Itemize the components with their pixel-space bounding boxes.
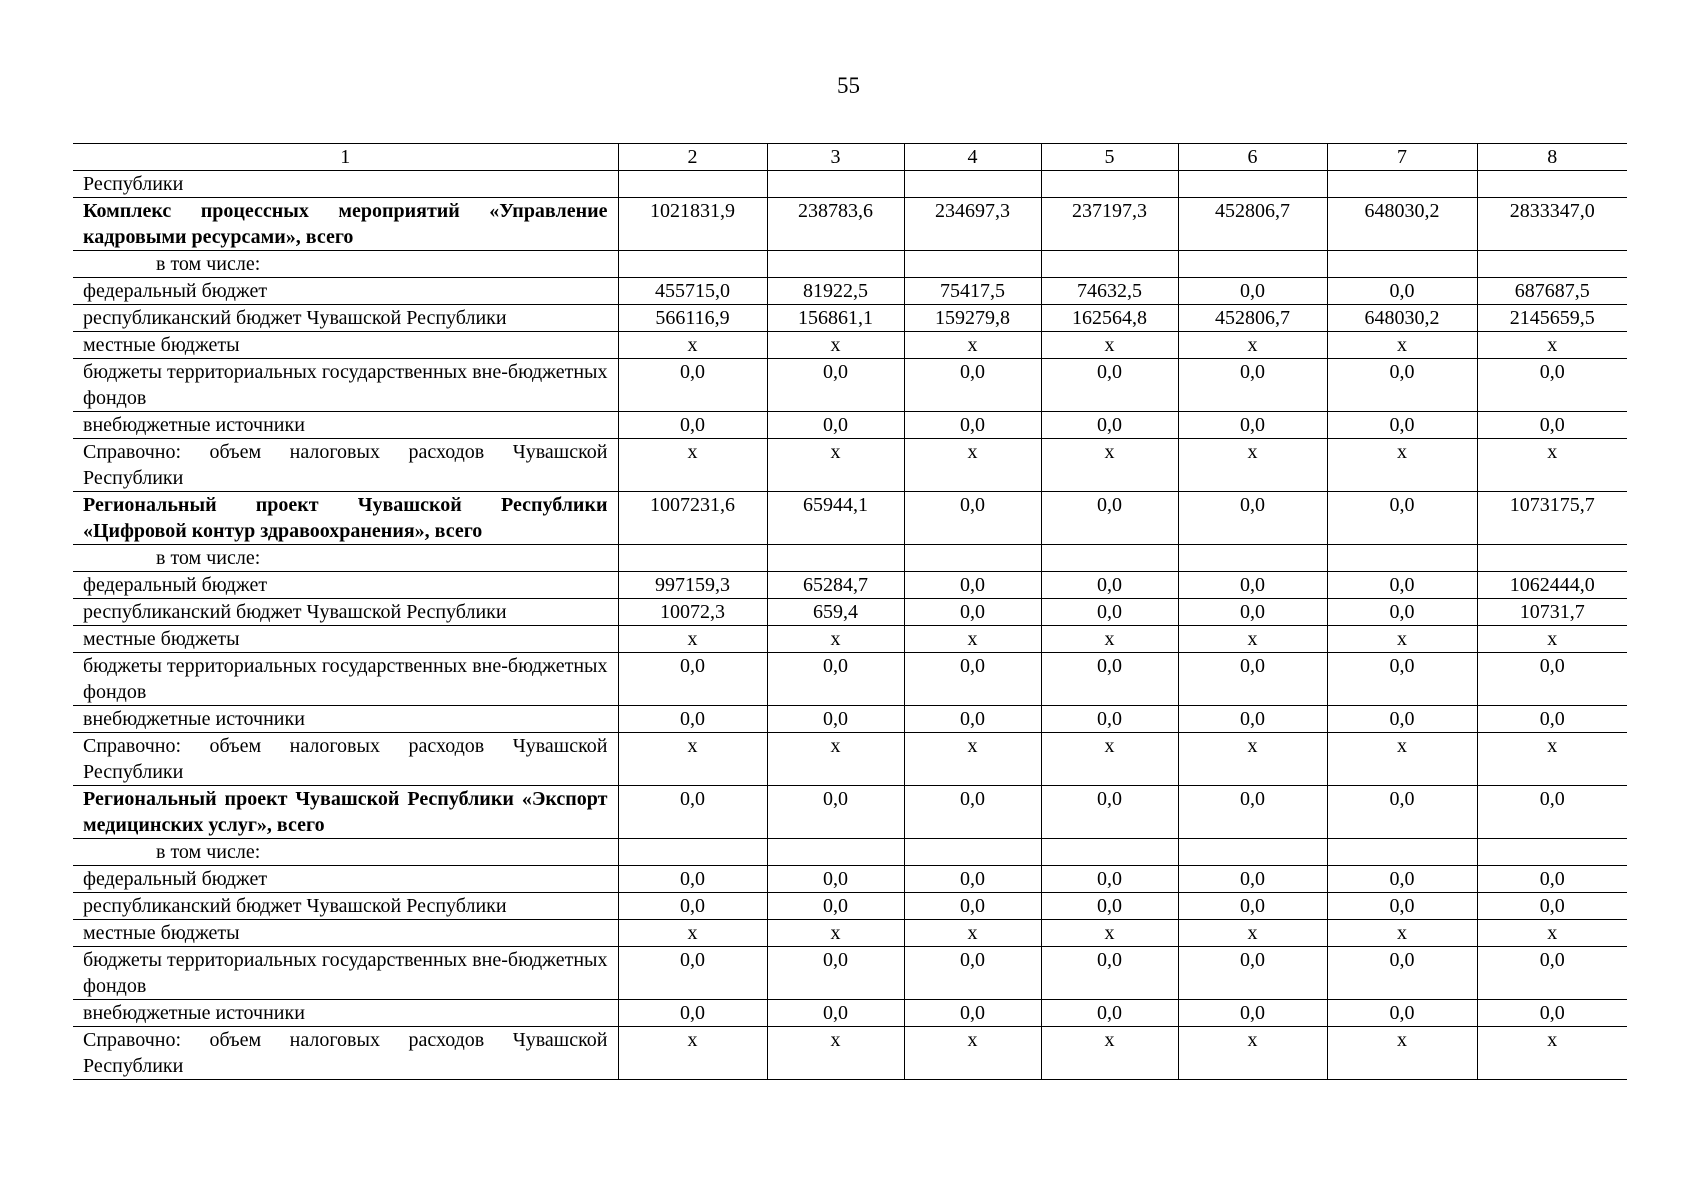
table-row — [73, 545, 1627, 572]
table-row — [73, 305, 1627, 332]
value-cell: 0,0 — [1477, 786, 1627, 839]
value-cell: 0,0 — [767, 359, 904, 412]
value-cell — [1477, 251, 1627, 278]
value-cell: x — [904, 332, 1041, 359]
value-cell: 0,0 — [1477, 359, 1627, 412]
value-cell: x — [1041, 439, 1178, 492]
row-label: Справочно: объем налоговых расходов Чувашской Республики — [73, 439, 618, 492]
value-cell — [1477, 839, 1627, 866]
value-cell: 156861,1 — [767, 305, 904, 332]
page-number: 55 — [837, 73, 860, 98]
row-label: Справочно: объем налоговых расходов Чувашской Республики — [73, 1027, 618, 1080]
value-cell: 0,0 — [1477, 947, 1627, 1000]
row-label: республиканский бюджет Чувашской Республики — [73, 305, 618, 332]
table-row — [73, 359, 1627, 412]
value-cell: x — [767, 332, 904, 359]
table-row — [73, 947, 1627, 1000]
value-cell: 0,0 — [618, 893, 767, 920]
value-cell: 237197,3 — [1041, 198, 1178, 251]
value-cell: x — [1041, 626, 1178, 653]
value-cell — [1178, 251, 1327, 278]
row-label: Региональный проект Чувашской Республики «Цифровой контур здравоохранения», всего — [73, 492, 618, 545]
value-cell: 0,0 — [1178, 866, 1327, 893]
table-body — [73, 171, 1627, 1080]
value-cell: 0,0 — [904, 866, 1041, 893]
value-cell: 0,0 — [1327, 492, 1477, 545]
value-cell: x — [1178, 733, 1327, 786]
value-cell: 159279,8 — [904, 305, 1041, 332]
row-label: внебюджетные источники — [73, 706, 618, 733]
value-cell: 81922,5 — [767, 278, 904, 305]
value-cell: 0,0 — [1327, 706, 1477, 733]
value-cell — [904, 545, 1041, 572]
value-cell: 1021831,9 — [618, 198, 767, 251]
value-cell: x — [618, 626, 767, 653]
value-cell: 0,0 — [1041, 599, 1178, 626]
value-cell — [767, 171, 904, 198]
value-cell: 0,0 — [1327, 412, 1477, 439]
budget-table — [73, 143, 1627, 1080]
value-cell: 0,0 — [1041, 492, 1178, 545]
value-cell: x — [1327, 733, 1477, 786]
value-cell: 0,0 — [618, 866, 767, 893]
value-cell: 2833347,0 — [1477, 198, 1627, 251]
value-cell: 0,0 — [1178, 412, 1327, 439]
column-header: 8 — [1477, 144, 1627, 171]
value-cell: x — [1178, 332, 1327, 359]
value-cell: x — [1041, 920, 1178, 947]
table-row — [73, 171, 1627, 198]
value-cell — [767, 839, 904, 866]
table-row — [73, 572, 1627, 599]
value-cell: 0,0 — [1327, 599, 1477, 626]
row-label: бюджеты территориальных государственных вне-бюджетных фондов — [73, 653, 618, 706]
table-row — [73, 653, 1627, 706]
value-cell: x — [1477, 920, 1627, 947]
table-row — [73, 920, 1627, 947]
row-label: Региональный проект Чувашской Республики «Экспорт медицинских услуг», всего — [73, 786, 618, 839]
value-cell — [767, 251, 904, 278]
value-cell: 10072,3 — [618, 599, 767, 626]
row-label: Справочно: объем налоговых расходов Чувашской Республики — [73, 733, 618, 786]
value-cell — [618, 545, 767, 572]
column-header: 3 — [767, 144, 904, 171]
value-cell: x — [904, 733, 1041, 786]
value-cell: x — [767, 733, 904, 786]
row-label: Республики — [73, 171, 618, 198]
value-cell: x — [1041, 332, 1178, 359]
value-cell: 687687,5 — [1477, 278, 1627, 305]
value-cell: 0,0 — [1041, 1000, 1178, 1027]
value-cell — [1327, 545, 1477, 572]
value-cell: 997159,3 — [618, 572, 767, 599]
table-row — [73, 1027, 1627, 1080]
table-row — [73, 412, 1627, 439]
value-cell: 0,0 — [767, 947, 904, 1000]
value-cell: 0,0 — [1477, 1000, 1627, 1027]
row-label: федеральный бюджет — [73, 866, 618, 893]
value-cell — [1477, 171, 1627, 198]
column-header: 5 — [1041, 144, 1178, 171]
value-cell — [1327, 251, 1477, 278]
value-cell: 1007231,6 — [618, 492, 767, 545]
value-cell — [1477, 545, 1627, 572]
value-cell — [1041, 251, 1178, 278]
value-cell: 0,0 — [1327, 359, 1477, 412]
value-cell: 0,0 — [767, 412, 904, 439]
value-cell — [904, 839, 1041, 866]
value-cell: 0,0 — [1041, 653, 1178, 706]
value-cell: 659,4 — [767, 599, 904, 626]
value-cell: 0,0 — [1477, 653, 1627, 706]
value-cell: x — [618, 733, 767, 786]
value-cell — [904, 171, 1041, 198]
value-cell: 566116,9 — [618, 305, 767, 332]
value-cell: 0,0 — [1041, 893, 1178, 920]
value-cell: x — [1327, 626, 1477, 653]
table-row — [73, 626, 1627, 653]
column-header: 4 — [904, 144, 1041, 171]
value-cell: 0,0 — [618, 359, 767, 412]
value-cell — [1041, 545, 1178, 572]
value-cell: 0,0 — [1178, 492, 1327, 545]
value-cell: 0,0 — [1041, 412, 1178, 439]
value-cell: 0,0 — [1327, 1000, 1477, 1027]
table-row — [73, 599, 1627, 626]
value-cell: 0,0 — [767, 786, 904, 839]
value-cell — [1327, 171, 1477, 198]
value-cell: 0,0 — [1041, 572, 1178, 599]
value-cell: 0,0 — [1327, 572, 1477, 599]
value-cell — [904, 251, 1041, 278]
value-cell: 0,0 — [904, 653, 1041, 706]
value-cell: 0,0 — [904, 412, 1041, 439]
value-cell — [1041, 839, 1178, 866]
value-cell: 0,0 — [1178, 359, 1327, 412]
value-cell — [1041, 171, 1178, 198]
value-cell: x — [1178, 920, 1327, 947]
value-cell: 0,0 — [618, 653, 767, 706]
value-cell: 0,0 — [1041, 947, 1178, 1000]
value-cell: x — [1327, 332, 1477, 359]
value-cell: 0,0 — [1327, 866, 1477, 893]
column-header: 2 — [618, 144, 767, 171]
value-cell: 0,0 — [904, 572, 1041, 599]
value-cell: 0,0 — [1477, 412, 1627, 439]
value-cell: x — [618, 920, 767, 947]
value-cell: 0,0 — [1178, 278, 1327, 305]
table-row — [73, 332, 1627, 359]
table-row — [73, 839, 1627, 866]
value-cell: 0,0 — [767, 706, 904, 733]
value-cell: x — [1041, 733, 1178, 786]
row-label: местные бюджеты — [73, 626, 618, 653]
value-cell: 75417,5 — [904, 278, 1041, 305]
column-header: 1 — [73, 144, 618, 171]
value-cell: 455715,0 — [618, 278, 767, 305]
value-cell: x — [1178, 1027, 1327, 1080]
value-cell: 65944,1 — [767, 492, 904, 545]
value-cell: x — [1178, 439, 1327, 492]
value-cell — [618, 839, 767, 866]
value-cell: x — [904, 626, 1041, 653]
value-cell: x — [618, 332, 767, 359]
value-cell: 238783,6 — [767, 198, 904, 251]
value-cell: 10731,7 — [1477, 599, 1627, 626]
value-cell — [1178, 545, 1327, 572]
row-label: федеральный бюджет — [73, 572, 618, 599]
value-cell: 1062444,0 — [1477, 572, 1627, 599]
value-cell: x — [767, 439, 904, 492]
value-cell: 0,0 — [618, 947, 767, 1000]
value-cell: x — [1477, 332, 1627, 359]
row-label: бюджеты территориальных государственных вне-бюджетных фондов — [73, 947, 618, 1000]
value-cell: 0,0 — [1178, 572, 1327, 599]
value-cell: 0,0 — [1327, 653, 1477, 706]
value-cell: 0,0 — [618, 786, 767, 839]
table-row — [73, 251, 1627, 278]
value-cell: 0,0 — [767, 893, 904, 920]
value-cell: 0,0 — [1041, 866, 1178, 893]
value-cell: 2145659,5 — [1477, 305, 1627, 332]
table-row — [73, 278, 1627, 305]
value-cell: 0,0 — [1041, 786, 1178, 839]
value-cell: x — [1041, 1027, 1178, 1080]
value-cell: x — [767, 626, 904, 653]
value-cell: 648030,2 — [1327, 305, 1477, 332]
value-cell: 0,0 — [1477, 893, 1627, 920]
row-label: в том числе: — [73, 251, 618, 278]
table-row — [73, 492, 1627, 545]
value-cell: x — [767, 1027, 904, 1080]
value-cell: 162564,8 — [1041, 305, 1178, 332]
table-row — [73, 866, 1627, 893]
row-label: внебюджетные источники — [73, 1000, 618, 1027]
table-header-row — [73, 144, 1627, 171]
row-label: Комплекс процессных мероприятий «Управление кадровыми ресурсами», всего — [73, 198, 618, 251]
value-cell: 0,0 — [618, 412, 767, 439]
value-cell: 0,0 — [767, 1000, 904, 1027]
table-row — [73, 439, 1627, 492]
value-cell: x — [1327, 1027, 1477, 1080]
row-label: местные бюджеты — [73, 920, 618, 947]
value-cell: x — [1327, 920, 1477, 947]
value-cell: x — [904, 1027, 1041, 1080]
value-cell: 0,0 — [1327, 893, 1477, 920]
value-cell: x — [1477, 733, 1627, 786]
value-cell: 648030,2 — [1327, 198, 1477, 251]
value-cell — [767, 545, 904, 572]
value-cell: 0,0 — [618, 706, 767, 733]
table-row — [73, 893, 1627, 920]
value-cell: 0,0 — [618, 1000, 767, 1027]
value-cell — [618, 251, 767, 278]
value-cell: 0,0 — [904, 706, 1041, 733]
value-cell: 0,0 — [1178, 893, 1327, 920]
column-header: 6 — [1178, 144, 1327, 171]
value-cell: 1073175,7 — [1477, 492, 1627, 545]
value-cell: x — [1477, 439, 1627, 492]
value-cell: 0,0 — [1178, 786, 1327, 839]
value-cell: 74632,5 — [1041, 278, 1178, 305]
value-cell: 0,0 — [1477, 706, 1627, 733]
value-cell: 0,0 — [904, 786, 1041, 839]
table-row — [73, 1000, 1627, 1027]
value-cell: 0,0 — [1327, 947, 1477, 1000]
value-cell: 234697,3 — [904, 198, 1041, 251]
row-label: федеральный бюджет — [73, 278, 618, 305]
row-label: местные бюджеты — [73, 332, 618, 359]
value-cell: 0,0 — [904, 1000, 1041, 1027]
value-cell: x — [1327, 439, 1477, 492]
value-cell: 0,0 — [1178, 947, 1327, 1000]
value-cell — [618, 171, 767, 198]
value-cell: x — [1178, 626, 1327, 653]
table-row — [73, 198, 1627, 251]
value-cell: x — [1477, 626, 1627, 653]
column-header: 7 — [1327, 144, 1477, 171]
value-cell: 0,0 — [1178, 706, 1327, 733]
value-cell: x — [618, 1027, 767, 1080]
value-cell: 0,0 — [1327, 786, 1477, 839]
value-cell: 0,0 — [767, 866, 904, 893]
value-cell — [1178, 839, 1327, 866]
value-cell: 0,0 — [1477, 866, 1627, 893]
value-cell: 452806,7 — [1178, 198, 1327, 251]
value-cell: 452806,7 — [1178, 305, 1327, 332]
value-cell: x — [1477, 1027, 1627, 1080]
value-cell: 0,0 — [1178, 1000, 1327, 1027]
value-cell: 0,0 — [1041, 706, 1178, 733]
value-cell — [1178, 171, 1327, 198]
value-cell: 0,0 — [1178, 599, 1327, 626]
value-cell: x — [904, 439, 1041, 492]
value-cell: 0,0 — [1327, 278, 1477, 305]
value-cell: 0,0 — [767, 653, 904, 706]
table-row — [73, 786, 1627, 839]
value-cell: x — [767, 920, 904, 947]
value-cell: 0,0 — [904, 492, 1041, 545]
value-cell: 65284,7 — [767, 572, 904, 599]
value-cell: 0,0 — [904, 599, 1041, 626]
value-cell: 0,0 — [1041, 359, 1178, 412]
row-label: республиканский бюджет Чувашской Республики — [73, 893, 618, 920]
row-label: бюджеты территориальных государственных вне-бюджетных фондов — [73, 359, 618, 412]
row-label: в том числе: — [73, 545, 618, 572]
value-cell: 0,0 — [1178, 653, 1327, 706]
value-cell — [1327, 839, 1477, 866]
row-label: республиканский бюджет Чувашской Республики — [73, 599, 618, 626]
table-row — [73, 733, 1627, 786]
row-label: внебюджетные источники — [73, 412, 618, 439]
table-row — [73, 706, 1627, 733]
value-cell: 0,0 — [904, 359, 1041, 412]
row-label: в том числе: — [73, 839, 618, 866]
value-cell: 0,0 — [904, 947, 1041, 1000]
value-cell: 0,0 — [904, 893, 1041, 920]
value-cell: x — [904, 920, 1041, 947]
value-cell: x — [618, 439, 767, 492]
